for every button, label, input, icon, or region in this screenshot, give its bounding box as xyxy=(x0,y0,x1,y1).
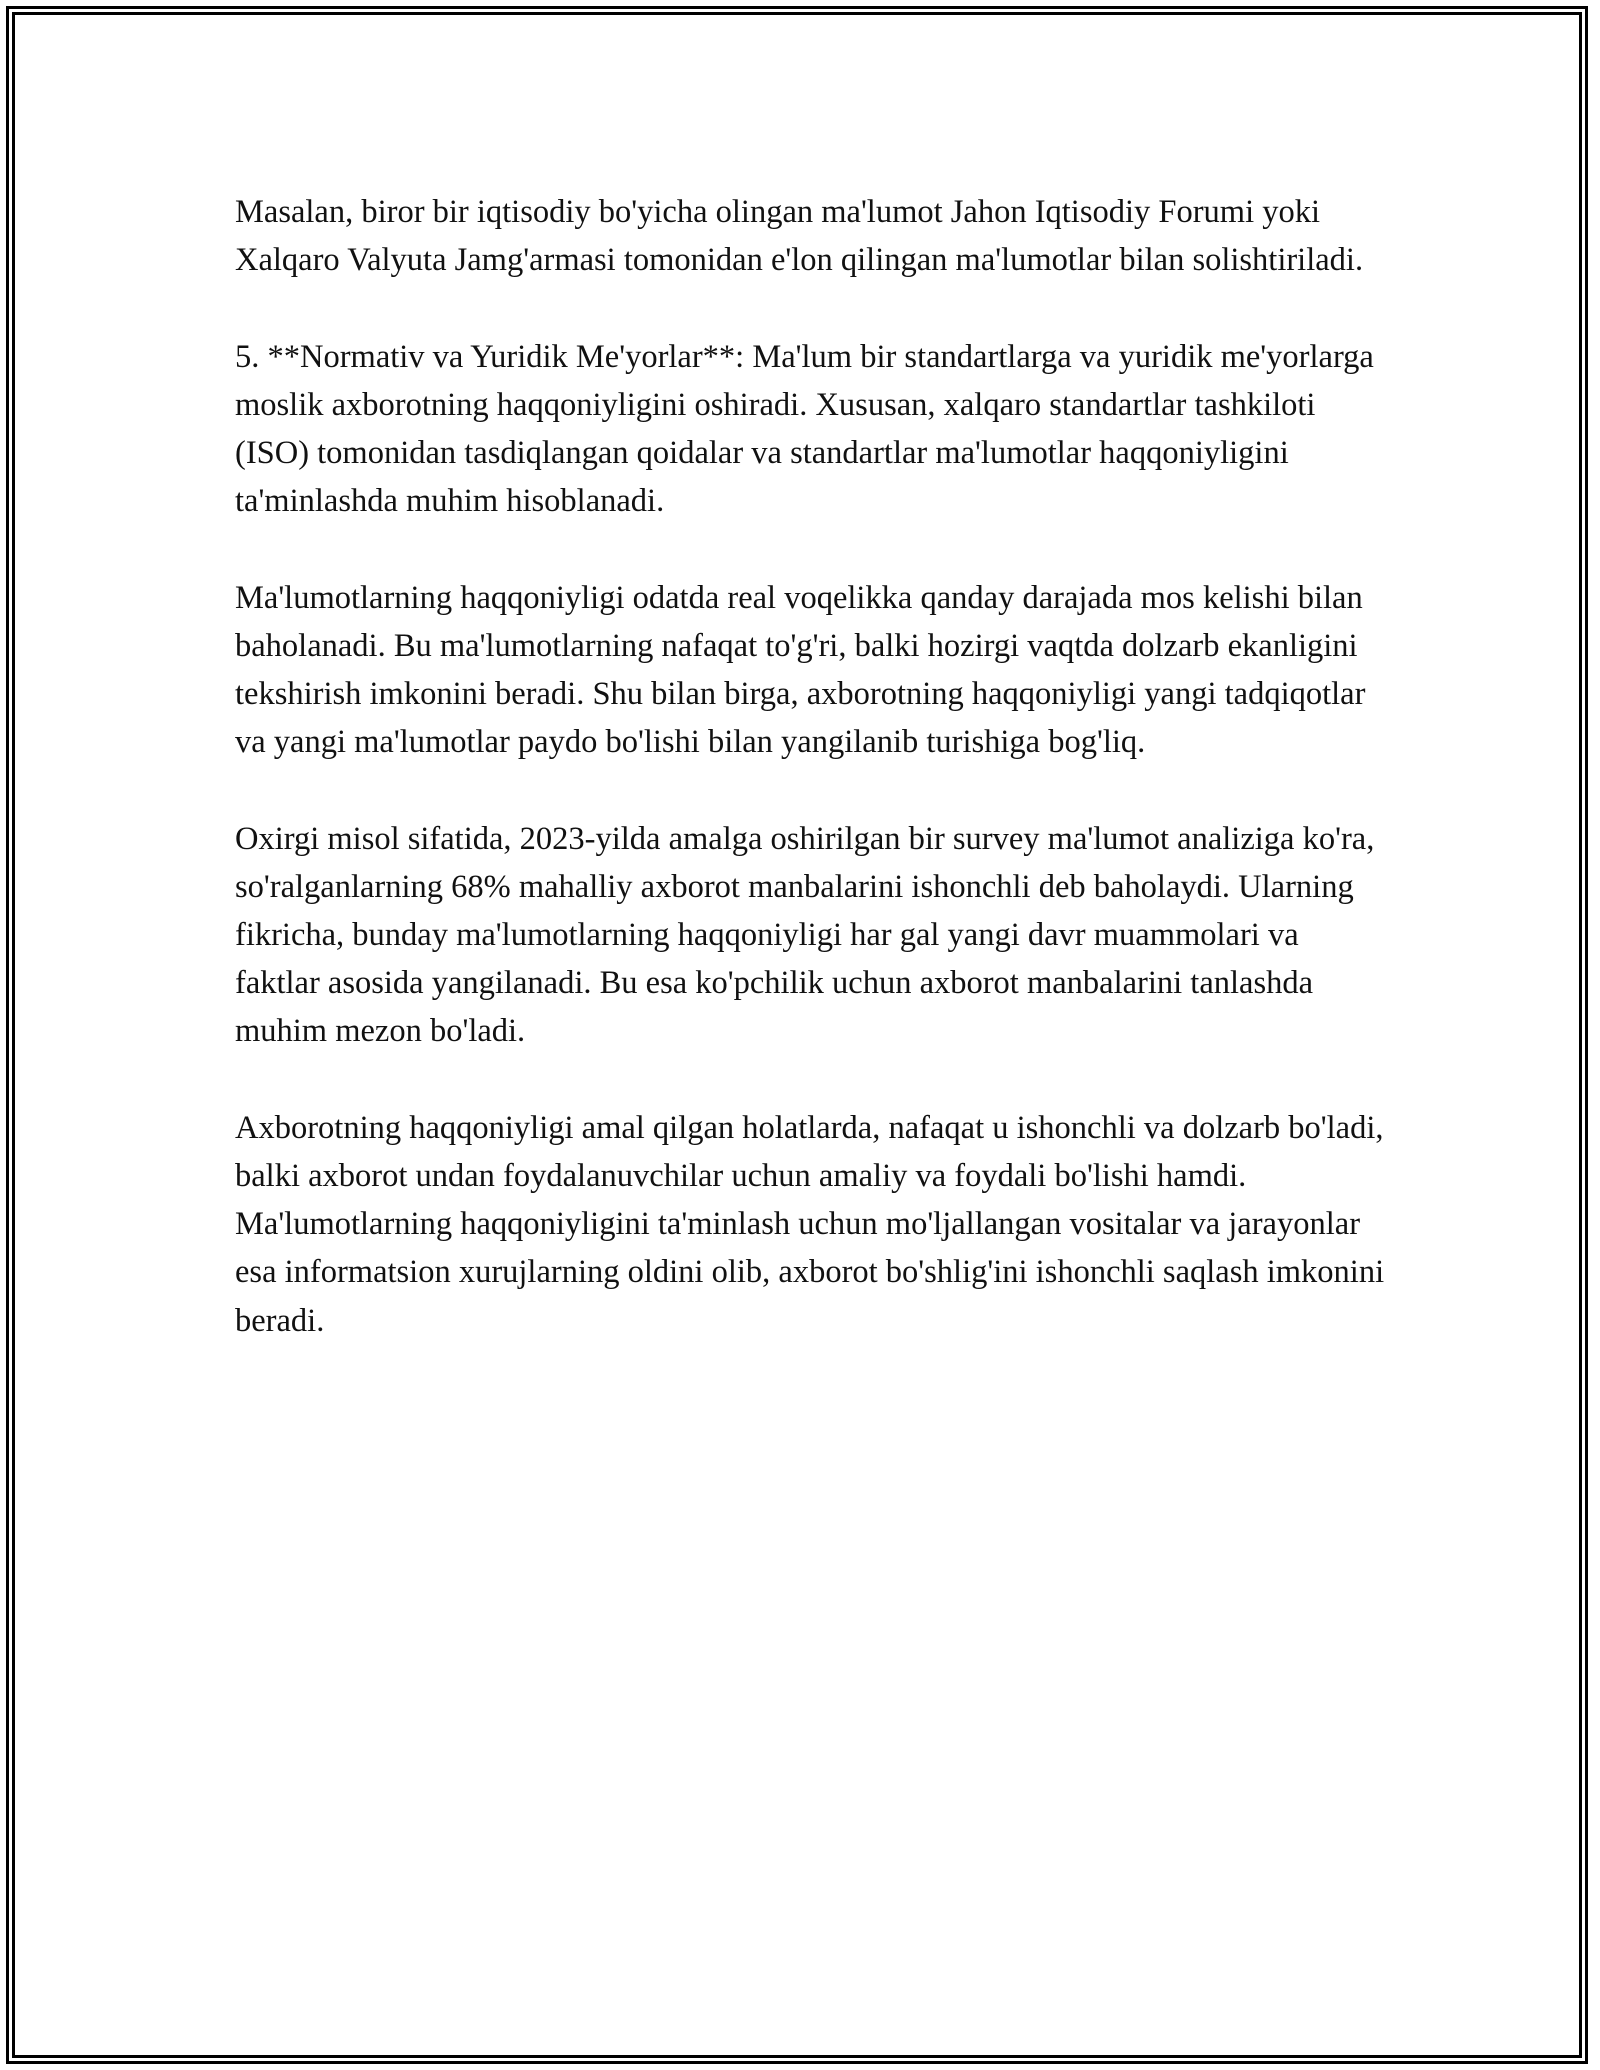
paragraph-4: Oxirgi misol sifatida, 2023-yilda amalga oshirilgan bir survey ma'lumot analiziga ko'ra, so'ralganlarning 68% mahalliy axborot manbalarini ishonchli deb baholaydi. Ularning fikricha, bunday ma'lumotlarning haqqoniyligi har gal yangi davr muammolari va faktlar asosida yangilanadi. Bu esa ko'pchilik uchun axborot manbalarini tanlashda muhim mezon bo'ladi. xyxy=(235,820,1375,1050)
paragraph-2: 5. **Normativ va Yuridik Me'yorlar**: Ma'lum bir standartlarga va yuridik me'yorlarga moslik axborotning haqqoniyligini oshiradi. Xususan, xalqaro standartlar tashkiloti (ISO) tomonidan tasdiqlangan qoidalar va standartlar ma'lumotlar haqqoniyligini ta'minlashda muhim hisoblanadi. xyxy=(235,338,1374,520)
paragraph-3: Ma'lumotlarning haqqoniyligi odatda real voqelikka qanday darajada mos kelishi bilan baholanadi. Bu ma'lumotlarning nafaqat to'g'ri, balki hozirgi vaqtda dolzarb ekanligini tekshirish imkonini beradi. Shu bilan birga, axborotning haqqoniyligi yangi tadqiqotlar va yangi ma'lumotlar paydo bo'lishi bilan yangilanib turishiga bog'liq. xyxy=(235,579,1366,761)
paragraph-1: Masalan, biror bir iqtisodiy bo'yicha olingan ma'lumot Jahon Iqtisodiy Forumi yoki Xalqaro Valyuta Jamg'armasi tomonidan e'lon qilingan ma'lumotlar bilan solishtiriladi. xyxy=(235,194,1364,279)
paragraph-5: Axborotning haqqoniyligi amal qilgan holatlarda, nafaqat u ishonchli va dolzarb bo'ladi, balki axborot undan foydalanuvchilar uchun amaliy va foydali bo'lishi hamdi. Ma'lumotlarning haqqoniyligini ta'minlash uchun mo'ljallangan vositalar va jarayonlar esa informatsion xurujlarning oldini olib, axborot bo'shlig'ini ishonchli saqlash imkonini beradi. xyxy=(235,1109,1385,1339)
document-body xyxy=(235,188,1385,1393)
